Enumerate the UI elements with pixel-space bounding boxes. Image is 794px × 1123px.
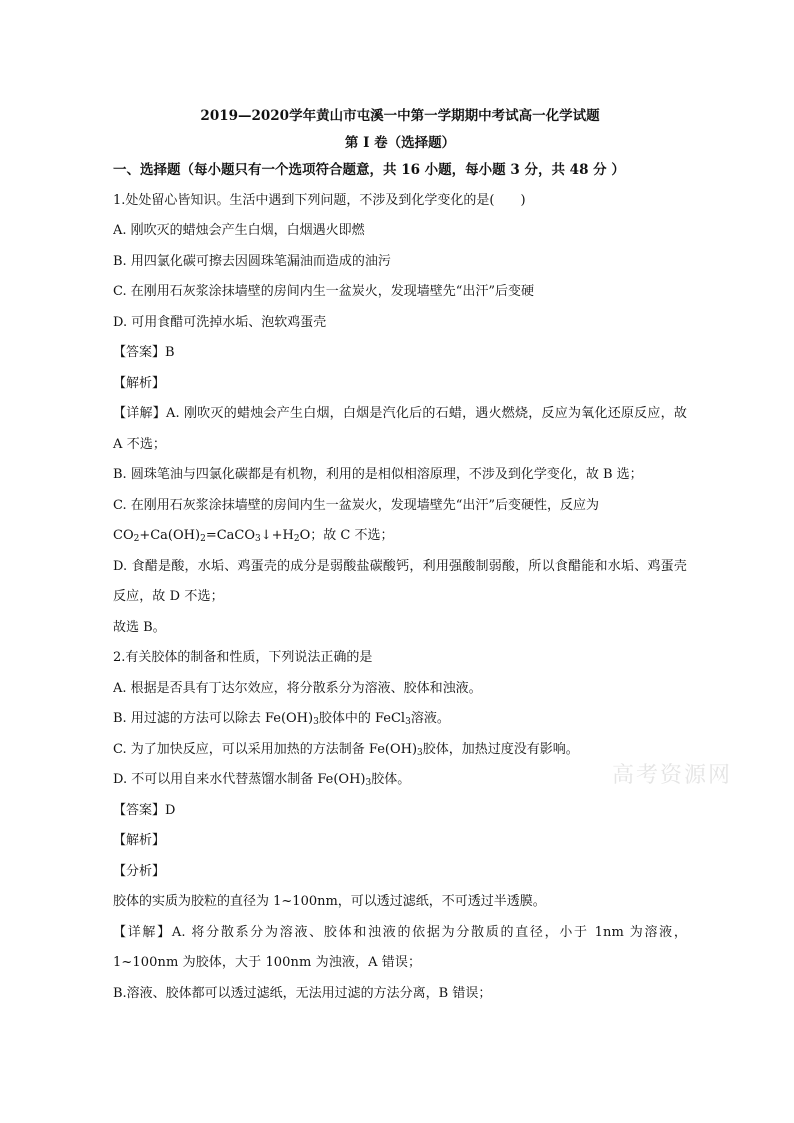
- question-2-detail-a: 【详解】A. 将分散系分为溶液、胶体和浊液的依据为分散质的直径，小于 1nm 为溶液，1~100nm 为胶体，大于 100nm 为浊液，A 错误；: [113, 924, 687, 970]
- option-text: 胶体中的 FeCl: [318, 711, 406, 726]
- equation-subscript: 2: [200, 534, 206, 544]
- question-1-detail-a: 【详解】A. 刚吹灭的蜡烛会产生白烟，白烟是汽化后的石蜡，遇火燃烧，反应为氧化还原反应，故 A 不选；: [113, 406, 687, 452]
- question-1-equation: [113, 526, 687, 546]
- option-text: 胶体，加热过度没有影响。: [422, 741, 579, 757]
- equation-part: CO: [113, 528, 134, 543]
- formula-subscript: 3: [365, 778, 372, 788]
- equation-part: =CaCO: [205, 528, 256, 543]
- option-text: C. 为了加快反应，可以采用加热的方法制备 Fe(OH): [113, 741, 418, 757]
- option-text: 溶液。: [410, 711, 450, 726]
- equation-part: ↓+H: [260, 528, 294, 543]
- question-2-option-c: [113, 740, 687, 760]
- question-1-detail-d: D. 食醋是酸，水垢、鸡蛋壳的成分是弱酸盐碳酸钙，利用强酸制弱酸，所以食醋能和水垢、鸡蛋壳反应，故 D 不选；: [113, 558, 687, 604]
- part-title: 第 I 卷（选择题）: [344, 135, 456, 151]
- question-2-fenxi-label: 【分析】: [113, 863, 166, 879]
- formula-subscript: 3: [313, 717, 319, 727]
- question-1-conclusion: 故选 B。: [113, 619, 166, 635]
- question-2-stem: 2.有关胶体的制备和性质，下列说法正确的是: [113, 650, 373, 665]
- section-title: 一、选择题（每小题只有一个选项符合题意，共 16 小题，每小题 3 分，共 48 分 ）: [113, 162, 625, 178]
- option-text: D. 不可以用自来水代替蒸馏水制备 Fe(OH): [113, 772, 366, 787]
- equation-part: O；故 C 不选；: [299, 528, 394, 543]
- option-text: B. 用过滤的方法可以除去 Fe(OH): [113, 711, 314, 726]
- question-1-stem: 1.处处留心皆知识。生活中遇到下列问题，不涉及到化学变化的是( ): [113, 192, 526, 208]
- question-2-option-a: A. 根据是否具有丁达尔效应，将分散系分为溶液、胶体和浊液。: [113, 680, 482, 696]
- option-text: 胶体。: [371, 772, 411, 787]
- document-content: [113, 106, 687, 1004]
- question-2-option-b: [113, 709, 687, 729]
- equation-part: +Ca(OH): [139, 528, 201, 543]
- watermark: 高考资源网: [612, 763, 733, 788]
- question-2-answer: 【答案】D: [113, 802, 176, 818]
- equation-subscript: 2: [133, 534, 140, 544]
- equation-subscript: 3: [255, 534, 261, 544]
- exam-title: 2019—2020学年黄山市屯溪一中第一学期期中考试高一化学试题: [200, 108, 600, 124]
- question-1-analysis-label: 【解析】: [113, 375, 166, 391]
- formula-subscript: 3: [405, 717, 411, 727]
- question-2-option-d: [113, 770, 687, 790]
- question-2-analysis-label: 【解析】: [113, 833, 166, 848]
- formula-subscript: 3: [417, 747, 423, 758]
- question-2-detail-b: B.溶液、胶体都可以透过滤纸，无法用过滤的方法分离，B 错误；: [113, 985, 492, 1001]
- question-1-option-d: D. 可用食醋可洗掉水垢、泡软鸡蛋壳: [113, 314, 327, 330]
- question-1-detail-c: C. 在刚用石灰浆涂抹墙壁的房间内生一盆炭火，发现墙壁先“出汗”后变硬性，反应为: [113, 497, 600, 513]
- question-1-answer: 【答案】B: [113, 345, 175, 360]
- question-1-option-a: A. 刚吹灭的蜡烛会产生白烟，白烟遇火即燃: [113, 223, 365, 238]
- question-1-detail-b: B. 圆珠笔油与四氯化碳都是有机物，利用的是相似相溶原理，不涉及到化学变化，故 B 选；: [113, 467, 643, 482]
- question-1-option-b: B. 用四氯化碳可擦去因圆珠笔漏油而造成的油污: [113, 253, 391, 269]
- question-1-option-c: C. 在刚用石灰浆涂抹墙壁的房间内生一盆炭火，发现墙壁先“出汗”后变硬: [113, 284, 535, 299]
- question-2-fenxi-text: 胶体的实质为胶粒的直径为 1~100nm，可以透过滤纸，不可透过半透膜。: [113, 894, 546, 909]
- equation-subscript: 2: [293, 534, 300, 544]
